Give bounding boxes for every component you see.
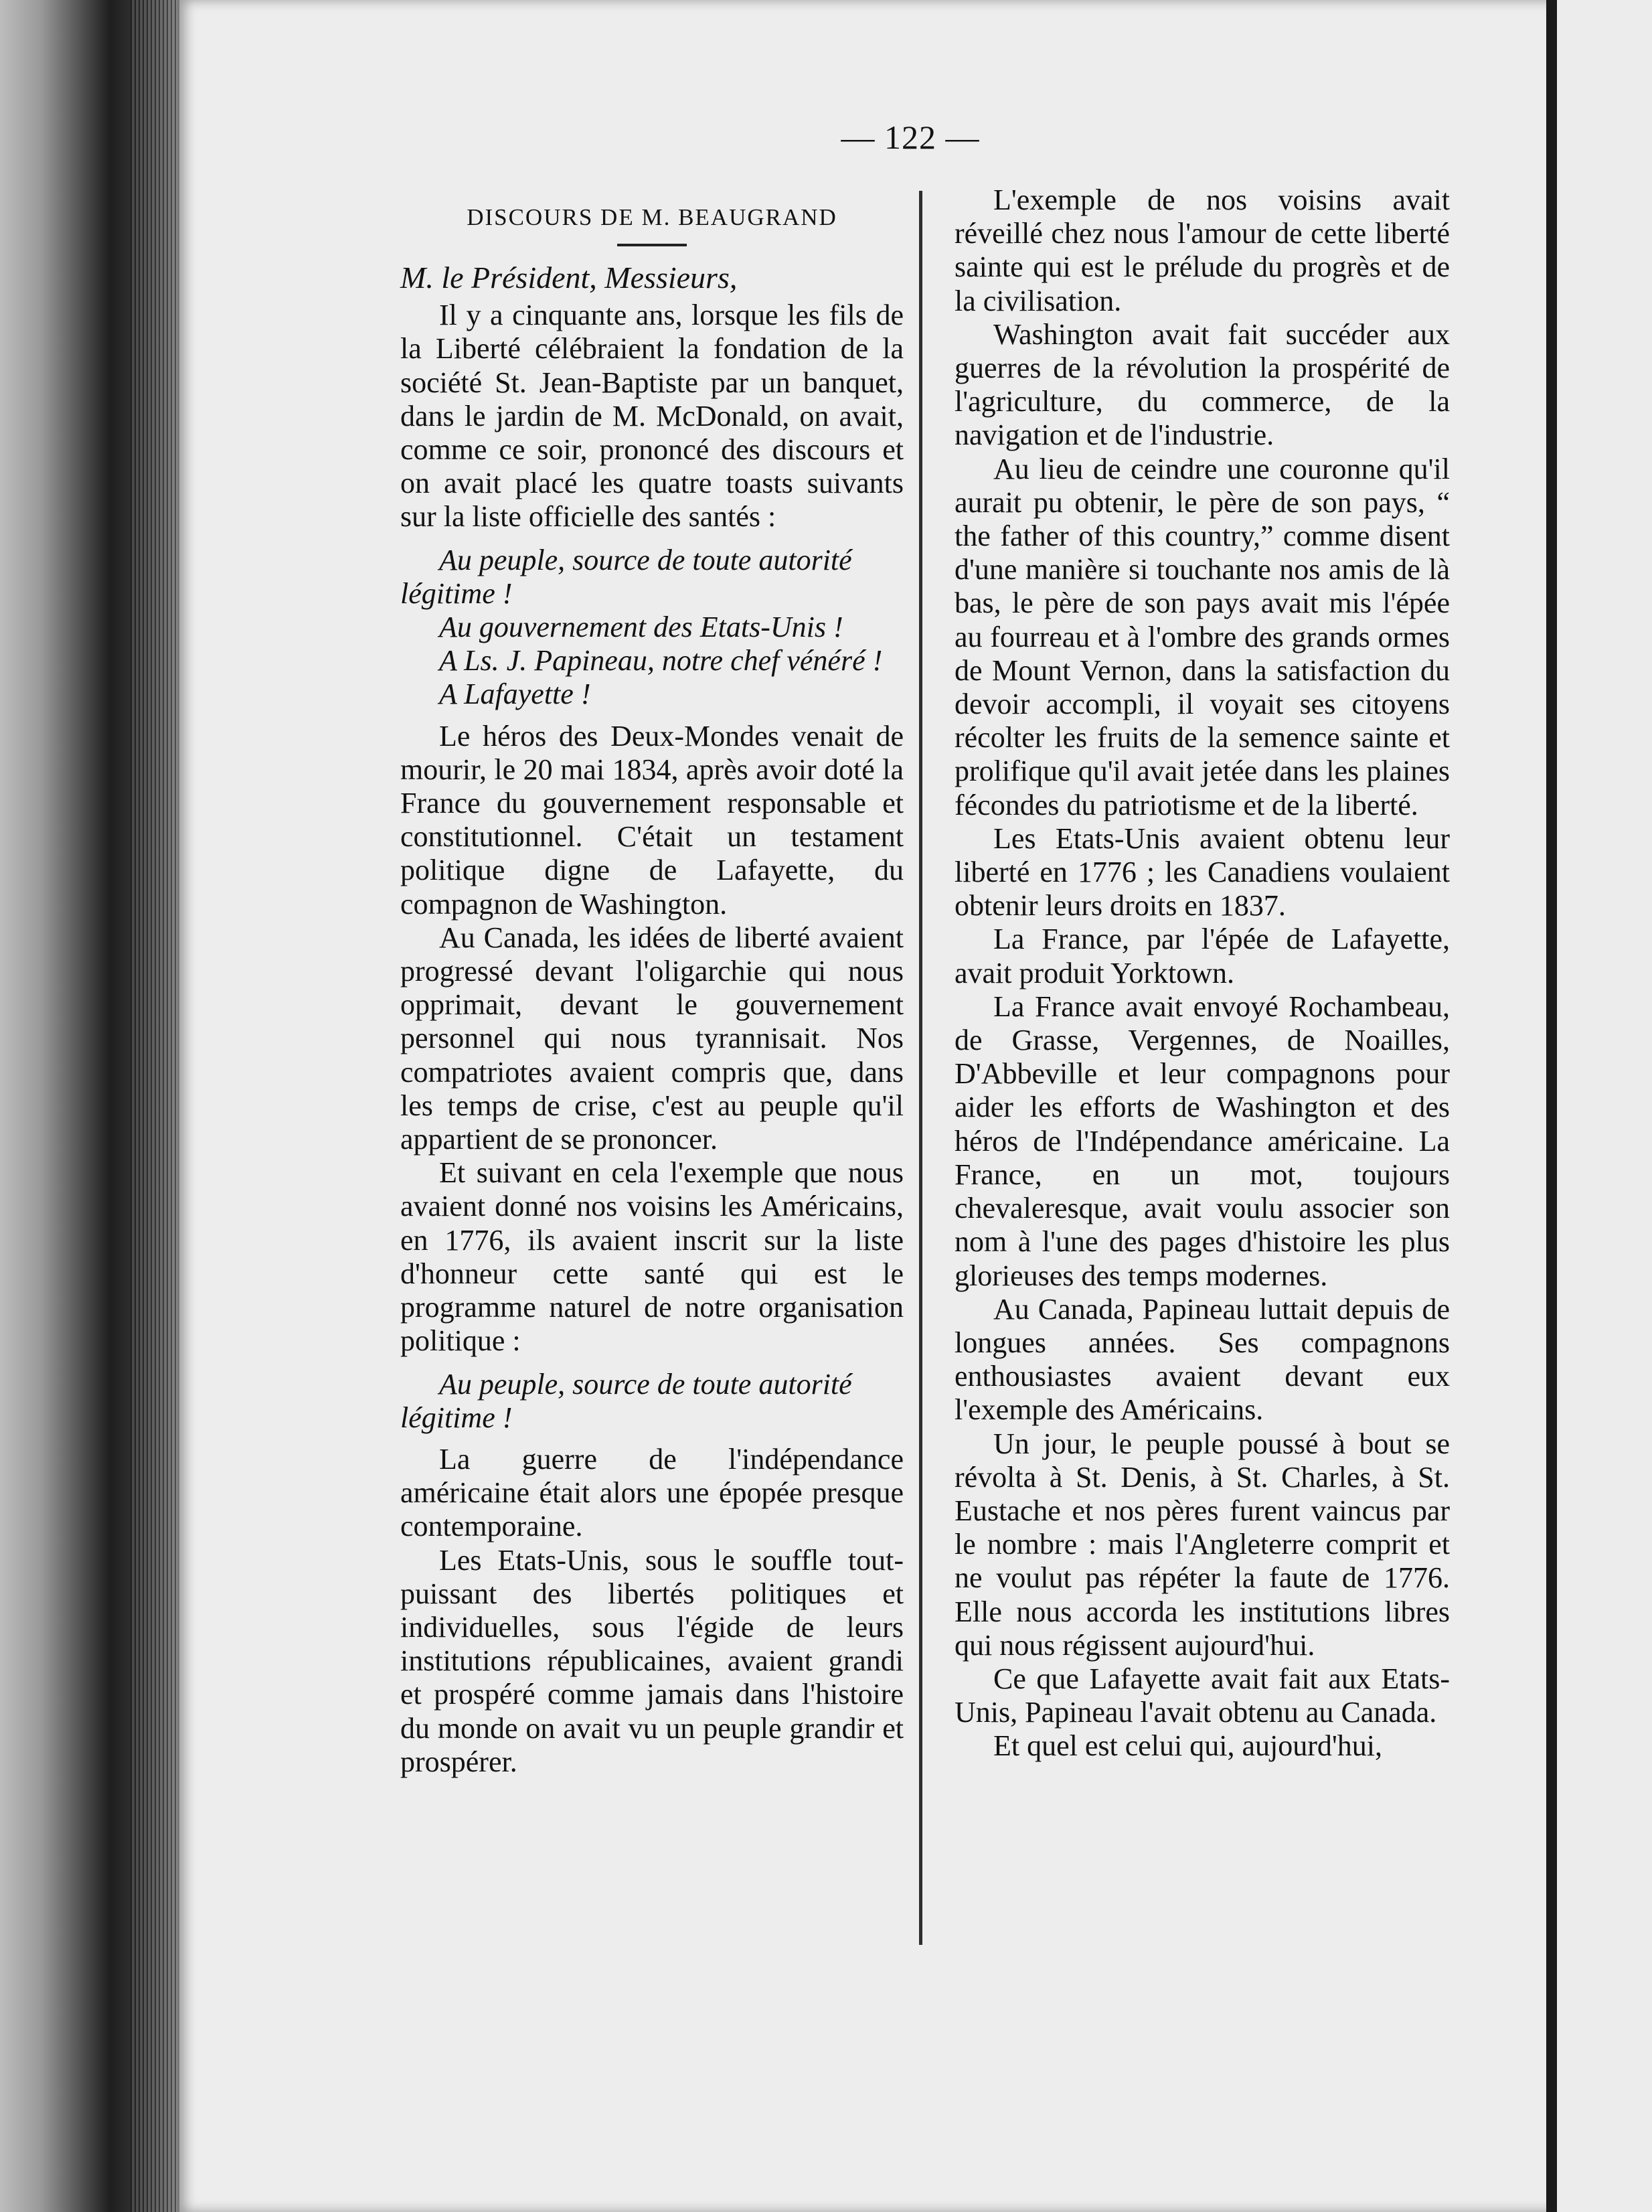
toast-item: A Ls. J. Papineau, notre chef vénéré ! <box>439 644 883 678</box>
page-number: — 122 — <box>841 118 980 156</box>
paragraph: Les Etats-Unis avaient obtenu leur liberté en 1776 ; les Canadiens voulaient obtenir leurs droits en 1837. <box>955 821 1450 923</box>
paragraph: Au Canada, Papineau luttait depuis de longues années. Ses compagnons enthousiastes avaient devant eux l'exemple des Américains. <box>955 1292 1450 1427</box>
paragraph: La France avait envoyé Rochambeau, de Grasse, Vergennes, de Noailles, D'Abbeville et leur compagnons pour aider les efforts de Washington et des héros de l'Indépendance américaine. La France, en un mot, toujours chevaleresque, avait voulu associer son nom à l'une des pages d'histoire les plus glorieuses des temps modernes. <box>955 990 1450 1292</box>
paragraph: Un jour, le peuple poussé à bout se révolta à St. Denis, à St. Charles, à St. Eustache et nos pères furent vaincus par le nombre : mais l'Angleterre comprit et ne voulut pas répéter la faute de 1776. Elle nous accorda les institutions libres qui nous régissent aujourd'hui. <box>955 1427 1450 1662</box>
paragraph: La France, par l'épée de Lafayette, avait produit Yorktown. <box>955 923 1450 990</box>
toast-item: Au peuple, source de toute autorité légitime ! <box>400 543 852 610</box>
toast-item: Au peuple, source de toute autorité légitime ! <box>400 1367 852 1434</box>
paragraph: Ce que Lafayette avait fait aux Etats-Unis, Papineau l'avait obtenu au Canada. <box>955 1662 1450 1729</box>
paragraph: Au lieu de ceindre une couronne qu'il aurait pu obtenir, le père de son pays, “ the father of this country,” comme disent d'une manière si touchante nos amis de là bas, le père de son pays avait mis l'épée au fourreau et à l'ombre des grands ormes de Mount Vernon, dans la satisfaction du devoir accompli, il voyait ses citoyens récolter les fruits de la semence sainte et prolifique qu'il avait jetée dans les plaines fécondes du patriotisme et de la liberté. <box>955 452 1450 821</box>
page-stack-edges <box>131 0 177 2212</box>
paragraph: Au Canada, les idées de liberté avaient progressé devant l'oligarchie qui nous opprimait, devant le gouvernement personnel qui nous tyrannisait. Nos compatriotes avaient compris que, dans les temps de crise, c'est au peuple qu'il appartient de se prononcer. <box>400 921 904 1156</box>
next-page-edge <box>1557 0 1652 2212</box>
salutation: M. le Président, Messieurs, <box>400 260 738 295</box>
toast-list <box>400 544 904 712</box>
page-gutter <box>1546 0 1557 2212</box>
paragraph: Washington avait fait succéder aux guerres de la révolution la prospérité de l'agriculture, du commerce, de la navigation et de l'industrie. <box>955 317 1450 452</box>
toast-item: A Lafayette ! <box>439 678 591 711</box>
paragraph: Les Etats-Unis, sous le souffle tout-puissant des libertés politiques et individuelles, sous l'égide de leurs institutions républicaines, avaient grandi et prospéré comme jamais dans l'histoire du monde on avait vu un peuple grandir et prospérer. <box>400 1543 904 1778</box>
toast-list <box>400 1368 904 1435</box>
paragraph: Et suivant en cela l'exemple que nous avaient donné nos voisins les Américains, en 1776, ils avaient inscrit sur la liste d'honneur cette santé qui est le programme naturel de notre organisation politique : <box>400 1156 904 1358</box>
paragraph: Et quel est celui qui, aujourd'hui, <box>993 1729 1383 1763</box>
paragraph: La guerre de l'indépendance américaine était alors une épopée presque contemporaine. <box>400 1442 904 1543</box>
toast-item: Au gouvernement des Etats-Unis ! <box>439 611 843 644</box>
right-column <box>955 183 1450 1763</box>
speech-heading: DISCOURS DE M. BEAUGRAND <box>467 204 837 230</box>
column-divider <box>919 191 922 1945</box>
left-column <box>400 201 904 1779</box>
paragraph: L'exemple de nos voisins avait réveillé chez nous l'amour de cette liberté sainte qui est le prélude du progrès et de la civilisation. <box>955 183 1450 317</box>
paragraph: Le héros des Deux-Mondes venait de mourir, le 20 mai 1834, après avoir doté la France du gouvernement responsable et constitutionnel. C'était un testament politique digne de Lafayette, du compagnon de Washington. <box>400 719 904 921</box>
heading-rule <box>617 244 687 246</box>
paragraph: Il y a cinquante ans, lorsque les fils de la Liberté célébraient la fondation de la société St. Jean-Baptiste par un banquet, dans le jardin de M. McDonald, on avait, comme ce soir, prononcé des discours et on avait placé les quatre toasts suivants sur la liste officielle des santés : <box>400 299 904 534</box>
